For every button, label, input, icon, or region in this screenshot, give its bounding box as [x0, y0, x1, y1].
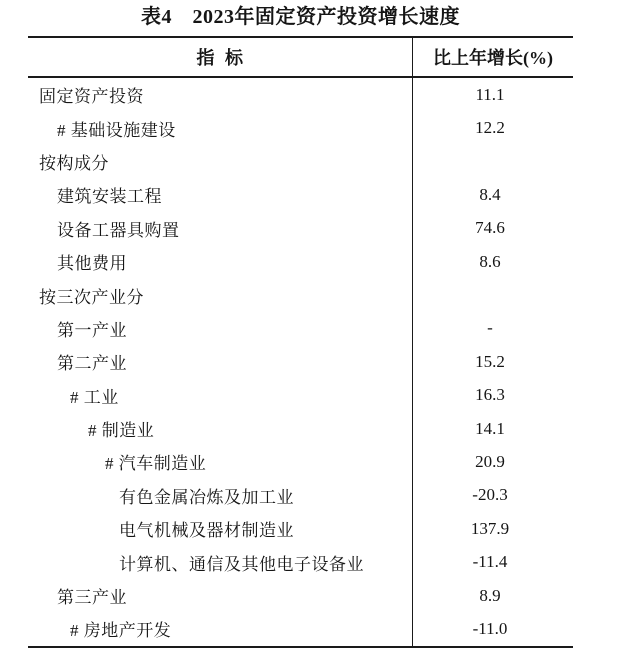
table-row	[28, 312, 573, 345]
value-cell: 20.9	[475, 451, 505, 471]
indicator-cell: 第二产业	[28, 345, 413, 378]
column-header-growth: 比上年增长(%)	[433, 48, 553, 68]
table-row	[28, 111, 573, 144]
table-row	[28, 212, 573, 245]
indicator-cell: 按构成分	[28, 145, 413, 178]
value-cell	[413, 278, 573, 311]
table-row	[28, 78, 573, 111]
table-header-row	[28, 38, 573, 78]
value-cell: 12.2	[475, 118, 505, 138]
table-row	[28, 278, 573, 311]
value-cell: 8.4	[479, 184, 501, 204]
value-cell	[413, 145, 573, 178]
indicator-cell: # 基础设施建设	[28, 111, 413, 144]
value-cell: -	[487, 318, 493, 338]
value-cell: -11.4	[472, 552, 508, 572]
value-cell: 16.3	[475, 385, 505, 405]
column-header-indicator: 指 标	[28, 38, 413, 76]
table-body	[28, 78, 573, 646]
value-cell: 14.1	[475, 418, 505, 438]
indicator-cell: # 房地产开发	[28, 612, 413, 645]
table-row	[28, 178, 573, 211]
indicator-cell: 有色金属冶炼及加工业	[28, 479, 413, 512]
indicator-cell: 设备工器具购置	[28, 212, 413, 245]
value-cell: -11.0	[472, 618, 508, 638]
table-row	[28, 412, 573, 445]
indicator-cell: 第三产业	[28, 579, 413, 612]
indicator-cell: # 工业	[28, 379, 413, 412]
indicator-cell: # 制造业	[28, 412, 413, 445]
table-row	[28, 145, 573, 178]
value-cell: 137.9	[470, 518, 510, 538]
indicator-cell: 按三次产业分	[28, 278, 413, 311]
table-row	[28, 545, 573, 578]
indicator-cell: 第一产业	[28, 312, 413, 345]
indicator-cell: # 汽车制造业	[28, 445, 413, 478]
value-cell: 8.9	[479, 585, 501, 605]
value-cell: 11.1	[475, 84, 505, 104]
table-row	[28, 379, 573, 412]
value-cell: 74.6	[475, 218, 505, 238]
indicator-cell: 建筑安装工程	[28, 178, 413, 211]
table-row	[28, 479, 573, 512]
table-row	[28, 445, 573, 478]
value-cell: 15.2	[475, 351, 505, 371]
indicator-cell: 其他费用	[28, 245, 413, 278]
table-row	[28, 345, 573, 378]
growth-table	[28, 36, 573, 648]
table-row	[28, 612, 573, 645]
value-cell: 8.6	[479, 251, 501, 271]
value-cell: -20.3	[472, 485, 508, 505]
indicator-cell: 计算机、通信及其他电子设备业	[28, 545, 413, 578]
indicator-cell: 电气机械及器材制造业	[28, 512, 413, 545]
table-row	[28, 512, 573, 545]
table-title: 表4 2023年固定资产投资增长速度	[141, 6, 460, 28]
indicator-cell: 固定资产投资	[28, 78, 413, 111]
table-row	[28, 245, 573, 278]
table-row	[28, 579, 573, 612]
